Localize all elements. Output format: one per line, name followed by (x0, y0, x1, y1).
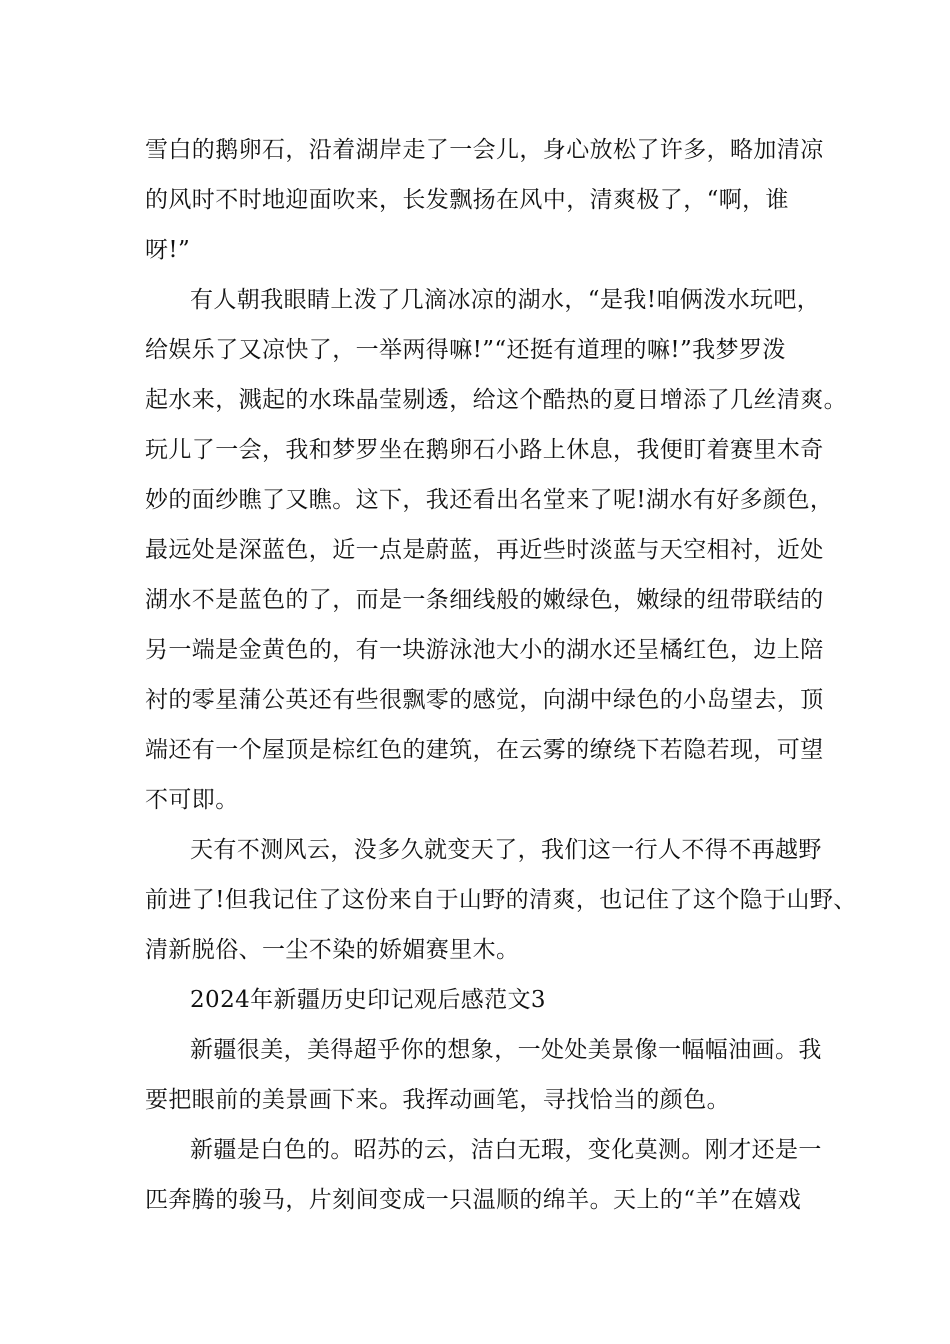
text-line: 起水来，溅起的水珠晶莹剔透，给这个酷热的夏日增添了几丝清爽。 (145, 387, 847, 413)
text-line: 玩儿了一会，我和梦罗坐在鹅卵石小路上休息，我便盯着赛里木奇 (145, 437, 824, 463)
text-line: 清新脱俗、一尘不染的娇媚赛里木。 (145, 937, 520, 963)
paragraph-start-line: 有人朝我眼睛上泼了几滴冰凉的湖水，“是我!咱俩泼水玩吧， (190, 287, 821, 313)
text-line: 最远处是深蓝色，近一点是蔚蓝，再近些时淡蓝与天空相衬，近处 (145, 537, 824, 563)
text-line: 妙的面纱瞧了又瞧。这下，我还看出名堂来了呢!湖水有好多颜色， (145, 487, 834, 513)
paragraph-start-line: 新疆很美，美得超乎你的想象，一处处美景像一幅幅油画。我 (190, 1037, 822, 1063)
text-line: 要把眼前的美景画下来。我挥动画笔，寻找恰当的颜色。 (145, 1087, 730, 1113)
paragraph-start-line: 新疆是白色的。昭苏的云，洁白无瑕，变化莫测。刚才还是一 (190, 1137, 822, 1163)
text-line: 呀!” (145, 237, 191, 263)
text-line: 湖水不是蓝色的了，而是一条细线般的嫩绿色，嫩绿的纽带联结的 (145, 587, 824, 613)
text-line: 另一端是金黄色的，有一块游泳池大小的湖水还呈橘红色，边上陪 (145, 637, 824, 663)
text-line: 不可即。 (145, 787, 239, 813)
text-line: 衬的零星蒲公英还有些很飘零的感觉，向湖中绿色的小岛望去，顶 (145, 687, 824, 713)
section-heading: 2024年新疆历史印记观后感范文3 (190, 987, 546, 1013)
text-line: 端还有一个屋顶是棕红色的建筑，在云雾的缭绕下若隐若现，可望 (145, 737, 824, 763)
text-line: 给娱乐了又凉快了，一举两得嘛!”“还挺有道理的嘛!”我梦罗泼 (145, 337, 786, 363)
text-line: 的风时不时地迎面吹来，长发飘扬在风中，清爽极了，“啊，谁 (145, 187, 789, 213)
text-line: 雪白的鹅卵石，沿着湖岸走了一会儿，身心放松了许多，略加清凉 (145, 137, 824, 163)
text-line: 匹奔腾的骏马，片刻间变成一只温顺的绵羊。天上的“羊”在嬉戏 (145, 1187, 802, 1213)
paragraph-start-line: 天有不测风云，没多久就变天了，我们这一行人不得不再越野 (190, 837, 822, 863)
text-line: 前进了!但我记住了这份来自于山野的清爽，也记住了这个隐于山野、 (145, 887, 857, 913)
